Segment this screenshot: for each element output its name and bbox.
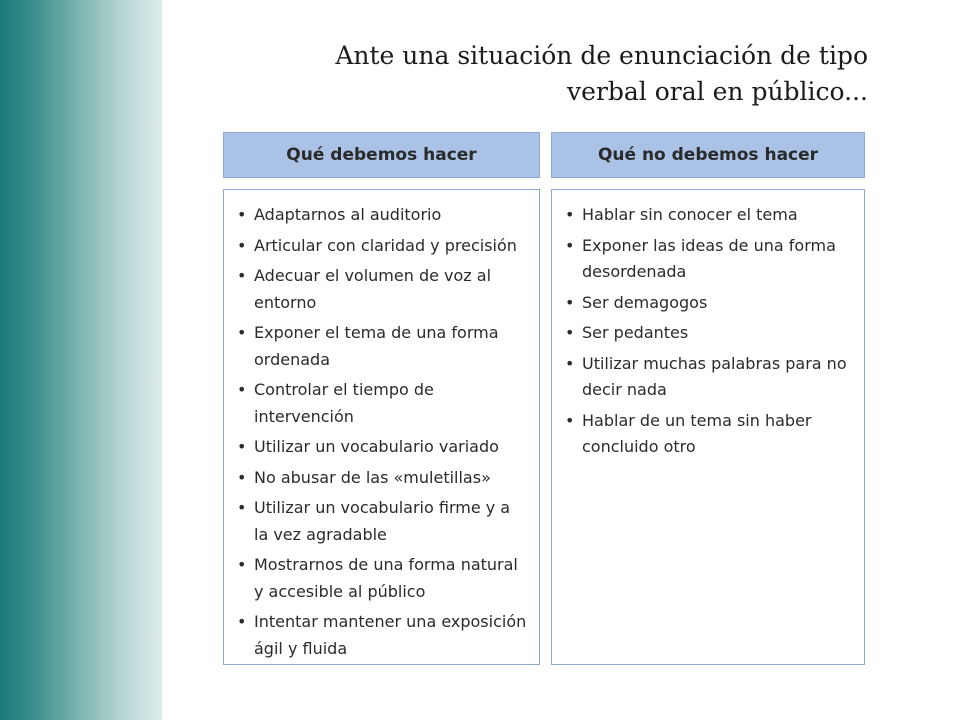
dont-list <box>552 190 864 461</box>
do-list-item: • Utilizar un vocabulario variado <box>234 434 529 461</box>
do-list-item: • Articular con claridad y precisión <box>234 233 529 260</box>
right-column-header: Qué no debemos hacer <box>551 132 865 178</box>
left-column-header: Qué debemos hacer <box>223 132 540 178</box>
do-list-item: • Utilizar un vocabulario firme y a la vez agradable <box>234 495 529 548</box>
do-list-item: • Exponer el tema de una forma ordenada <box>234 320 529 373</box>
do-list-item: • No abusar de las «muletillas» <box>234 465 529 492</box>
dont-list-item: • Utilizar muchas palabras para no decir nada <box>562 351 854 404</box>
dont-list-item: • Ser demagogos <box>562 290 854 317</box>
slide-title-line-1: Ante una situación de enunciación de tipo <box>335 41 868 70</box>
right-column-box <box>551 189 865 665</box>
dont-list-item: • Hablar sin conocer el tema <box>562 202 854 229</box>
dont-list-item: • Ser pedantes <box>562 320 854 347</box>
do-list-item: • Controlar el tiempo de intervención <box>234 377 529 430</box>
slide-title-line-2: verbal oral en público... <box>567 77 868 106</box>
do-list-item: • Adaptarnos al auditorio <box>234 202 529 229</box>
do-list-item: • Adecuar el volumen de voz al entorno <box>234 263 529 316</box>
left-column-box <box>223 189 540 665</box>
dont-list-item: • Hablar de un tema sin haber concluido otro <box>562 408 854 461</box>
dont-list-item: • Exponer las ideas de una forma desordenada <box>562 233 854 286</box>
slide-title <box>260 38 868 110</box>
do-list-item: • Mostrarnos de una forma natural y accesible al público <box>234 552 529 605</box>
decorative-side-bar <box>0 0 162 720</box>
do-list <box>224 190 539 662</box>
do-list-item: • Intentar mantener una exposición ágil y fluida <box>234 609 529 662</box>
